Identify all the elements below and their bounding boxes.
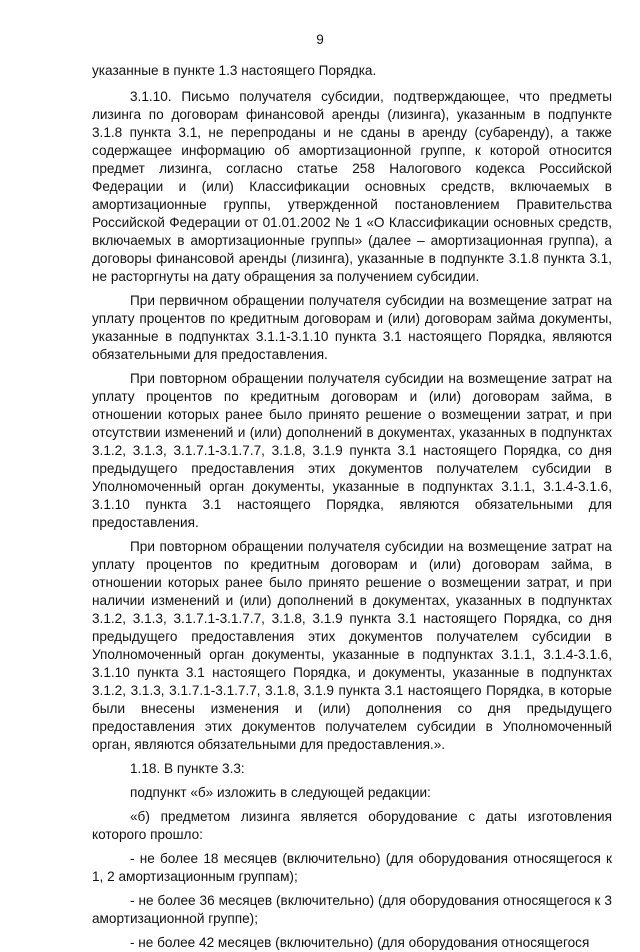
list-item-18-months: - не более 18 месяцев (включительно) (для оборудования относящегося к 1, 2 амортизационным группам); xyxy=(92,851,612,884)
paragraph-3-1-10: 3.1.10. Письмо получателя субсидии, подтверждающее, что предметы лизинга по договорам финансовой аренды (лизинга), указанным в подпункте 3.1.8 пункта 3.1, не перепроданы и не сданы в аренду (субаренду), а также содержащее информацию об амортизационной группе, к которой относится предмет лизинга, согласно статье 258 Налогового кодекса Российской Федерации и (или) Классификации основных средств, включаемых в амортизационные группы, утвержденной постановлением Правительства Российской Федерации от 01.01.2002 № 1 «О Классификации основных средств, включаемых в амортизационные группы» (далее – амортизационная группа), а договоры финансовой аренды (лизинга), указанные в подпункте 3.1.8 пункта 3.1, не расторгнуты на дату обращения за получением субсидии. xyxy=(92,89,612,284)
paragraph-leasing-subject: «б) предметом лизинга является оборудование с даты изготовления которого прошло: xyxy=(92,809,612,842)
list-item-36-months: - не более 36 месяцев (включительно) (для оборудования относящегося к 3 амортизационной группе); xyxy=(92,893,612,926)
paragraph-repeat-with-changes: При повторном обращении получателя субсидии на возмещение затрат на уплату процентов по кредитным договорам и (или) договорам займа, в отношении которых ранее было принято решение о возмещении затрат, и при наличии изменений и (или) дополнений в документах, указанных в подпунктах 3.1.2, 3.1.3, 3.1.7.1-3.1.7.7, 3.1.8, 3.1.9 пункта 3.1 настоящего Порядка, со дня предыдущего предоставления этих документов получателем субсидии в Уполномоченный орган документы, указанные в подпунктах 3.1.1, 3.1.4-3.1.6, 3.1.10 пункта 3.1 настоящего Порядка, и документы, указанные в подпунктах 3.1.2, 3.1.3, 3.1.7.1-3.1.7.7, 3.1.8, 3.1.9 пункта 3.1 настоящего Порядка, в которые были внесены изменения и (или) дополнения со дня предыдущего предоставления этих документов получателем субсидии в Уполномоченный орган, являются обязательными для предоставления.». xyxy=(92,539,612,752)
list-item-42-months: - не более 42 месяцев (включительно) (для оборудования относящегося xyxy=(130,935,590,950)
paragraph-continuation: указанные в пункте 1.3 настоящего Порядка. xyxy=(92,63,377,78)
paragraph-first-application: При первичном обращении получателя субсидии на возмещение затрат на уплату процентов по кредитным договорам и (или) договорам займа документы, указанные в подпунктах 3.1.1-3.1.10 пункта 3.1 настоящего Порядка, являются обязательными для предоставления. xyxy=(92,293,612,362)
paragraph-1-18: 1.18. В пункте 3.3: xyxy=(130,761,245,776)
page-number: 9 xyxy=(316,32,324,47)
document-body xyxy=(92,62,612,952)
paragraph-repeat-no-changes: При повторном обращении получателя субсидии на возмещение затрат на уплату процентов по кредитным договорам и (или) договорам займа, в отношении которых ранее было принято решение о возмещении затрат, и при отсутствии изменений и (или) дополнений в документах, указанных в подпунктах 3.1.2, 3.1.3, 3.1.7.1-3.1.7.7, 3.1.8, 3.1.9 пункта 3.1 настоящего Порядка, со дня предыдущего предоставления этих документов получателем субсидии в Уполномоченный орган документы, указанные в подпунктах 3.1.1, 3.1.4-3.1.6, 3.1.10 пункта 3.1 настоящего Порядка, являются обязательными для предоставления. xyxy=(92,371,612,530)
paragraph-subpoint-b: подпункт «б» изложить в следующей редакции: xyxy=(130,785,431,800)
